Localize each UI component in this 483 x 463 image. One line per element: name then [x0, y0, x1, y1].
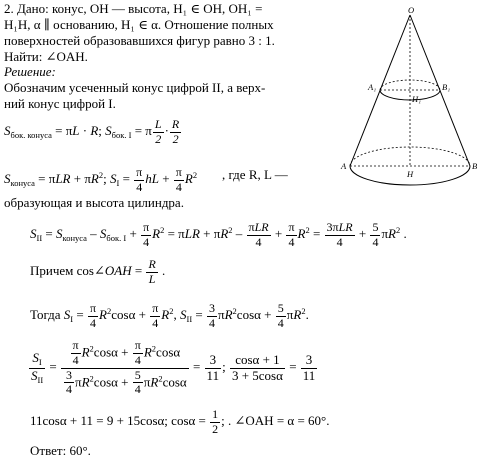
label-b1: B₁	[442, 82, 451, 92]
problem-line-1: 2. Дано: конус, OH — высота, H₁ ∈ OH, OH₁ =	[4, 1, 263, 16]
answer-line: Ответ: 60°.	[30, 443, 91, 458]
solution-text-6: Тогда	[30, 307, 61, 322]
solution-text-4: образующая и высота цилиндра.	[4, 195, 184, 210]
label-o: O	[408, 6, 415, 15]
formula-cos: Причем cos∠OAH = $\frac{R}{L}$ .	[30, 256, 166, 286]
find-line: Найти: ∠OAH.	[4, 49, 88, 64]
label-h1: H₁	[412, 94, 422, 104]
formula-cone-area: $S_{конуса} = \pi LR + \pi R^2$; $S_I$ = $\frac{\pi}{4}$ hL + $\frac{\pi}{4}$ $R^2$	[4, 164, 198, 194]
formula-then: Тогда $S_I$ = $\frac{\pi}{4}$ $R^2\cos\alpha$ + $\frac{\pi}{4}$ $R^2$, $S_{II}$ = $\frac{3}{4}$ $\pi R^2\cos\alpha$ + $\frac{5}{4}$ $\pi R^2$.	[30, 300, 309, 330]
problem-line-2: H₁H, α ∥ основанию, H₁ ∈ α. Отношение полных	[4, 17, 274, 32]
solution-text-1: Обозначим усеченный конус цифрой II, а верх-	[4, 80, 266, 95]
solution-text-3: , где R, L —	[222, 167, 288, 182]
solution-label: Решение:	[4, 64, 56, 79]
formula-ratio: $\frac{S_I}{S_{II}}$ = $\frac{\pi}{4}$ $R^2\cos\alpha$ + $\frac{\pi}{4}$ $R^2\cos\alpha$ $\frac{3}{4}$ $\pi R^2\cos\alpha$ + $\frac{5}{4}$ $\pi R^2\cos\alpha$ = $\frac{3}{11}$ ; $\frac{\cos\alpha + 1}{3 + 5\cos\alpha}$ = $\frac{3}{11}$	[31, 337, 316, 397]
label-a1: A₁	[368, 82, 377, 92]
formula-s2: $S_{II} = S_{конуса} - S_{бок. I}$ + $\frac{\pi}{4}$ $R^2 = \pi LR + \pi R^2$ – $\frac{\text{πLR}}{4}$ + $\frac{\pi}{4}$ $R^2$ = $\frac{\text{3πLR}}{4}$ + $\frac{5}{4}$ $\pi R^2$ .	[30, 219, 407, 249]
problem-line-3: поверхностей образовавшихся фигур равно 3 : 1.	[4, 33, 275, 48]
solution-text-2: ний конус цифрой I.	[4, 96, 116, 111]
formula-final: 11cosα + 11 = 9 + 15cosα; cosα = $\frac{1}{2}$ ; . ∠OAH = α = 60°.	[30, 406, 330, 436]
cone-figure	[338, 6, 483, 196]
label-b: B	[472, 161, 478, 171]
formula-lateral-areas: $S_{бок. конуса} = \pi L \cdot R$; $S_{бок. I} = \pi$ $\frac{L}{2}$ · $\frac{R}{2}$	[4, 116, 180, 146]
solution-text-5: Причем	[30, 263, 74, 278]
label-a: A	[341, 161, 347, 171]
label-h: H	[407, 169, 414, 179]
